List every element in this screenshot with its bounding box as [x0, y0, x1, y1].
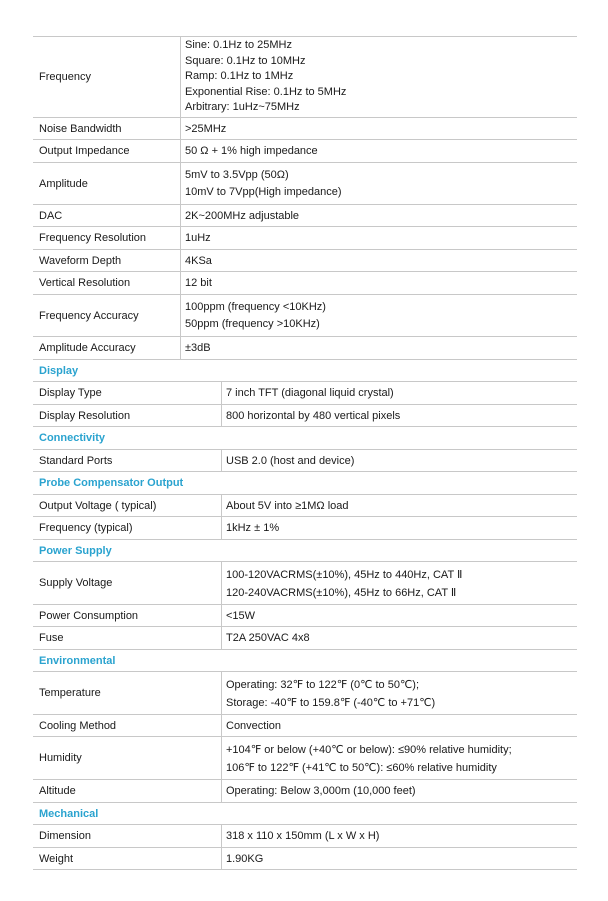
- spec-value-line: 7 inch TFT (diagonal liquid crystal): [226, 387, 394, 399]
- spec-label: Noise Bandwidth: [33, 118, 181, 139]
- spec-row-power-consumption: [33, 605, 577, 627]
- spec-value: [181, 163, 342, 204]
- spec-value: [181, 227, 211, 249]
- spec-row-probe-frequency: [33, 517, 577, 540]
- section-header-probe: Probe Compensator Output: [33, 472, 577, 495]
- spec-value: [181, 337, 211, 359]
- spec-label: Standard Ports: [33, 450, 222, 471]
- spec-row-dimension: [33, 825, 577, 848]
- spec-value: [222, 605, 255, 626]
- spec-row-amplitude-accuracy: [33, 337, 577, 360]
- spec-value-line: T2A 250VAC 4x8: [226, 632, 310, 644]
- spec-row-altitude: [33, 780, 577, 803]
- spec-row-display-type: [33, 382, 577, 405]
- spec-value-line: 100-120VACRMS(±10%), 45Hz to 440Hz, CAT Ⅱ: [226, 568, 463, 581]
- spec-value-line: 2K~200MHz adjustable: [185, 209, 300, 222]
- spec-row-waveform-depth: [33, 250, 577, 272]
- spec-value-line: 50ppm (frequency >10KHz): [185, 318, 320, 330]
- spec-row-frequency-resolution: [33, 227, 577, 250]
- spec-row-amplitude: [33, 163, 577, 205]
- section-header-mechanical: Mechanical: [33, 803, 577, 825]
- spec-row-dac: [33, 205, 577, 227]
- spec-row-humidity: [33, 737, 577, 780]
- spec-value-line: Convection: [226, 719, 282, 732]
- spec-label: Temperature: [33, 672, 222, 714]
- spec-value-line: Exponential Rise: 0.1Hz to 5MHz: [185, 85, 347, 98]
- spec-value-line: 12 bit: [185, 277, 212, 289]
- spec-label: Power Consumption: [33, 605, 222, 626]
- spec-row-weight: [33, 848, 577, 870]
- spec-label: Cooling Method: [33, 715, 222, 736]
- section-header-connectivity: Connectivity: [33, 427, 577, 450]
- spec-label: Frequency (typical): [33, 517, 222, 539]
- spec-value: [181, 250, 212, 271]
- spec-label: DAC: [33, 205, 181, 226]
- spec-value: [222, 715, 281, 736]
- spec-label: Amplitude Accuracy: [33, 337, 181, 359]
- section-header-display: Display: [33, 360, 577, 382]
- spec-value: [222, 562, 462, 604]
- spec-label: Frequency: [33, 37, 181, 117]
- spec-value-line: 106℉ to 122℉ (+41℃ to 50℃): ≤60% relative humidity: [226, 761, 497, 774]
- spec-value-line: 800 horizontal by 480 vertical pixels: [226, 409, 401, 422]
- spec-value: [222, 848, 263, 869]
- spec-label: Output Voltage ( typical): [33, 495, 222, 516]
- spec-label: Vertical Resolution: [33, 272, 181, 294]
- spec-value-line: 5mV to 3.5Vpp (50Ω): [185, 169, 289, 181]
- spec-value-line: Ramp: 0.1Hz to 1MHz: [185, 70, 294, 83]
- spec-row-standard-ports: [33, 450, 577, 472]
- spec-value-line: 10mV to 7Vpp(High impedance): [185, 186, 342, 198]
- spec-row-supply-voltage: [33, 562, 577, 605]
- spec-table: [33, 36, 577, 870]
- spec-value-line: 1kHz ± 1%: [226, 522, 280, 534]
- spec-value-line: 50 Ω + 1% high impedance: [185, 145, 318, 157]
- spec-value: [222, 780, 416, 802]
- spec-value-line: +104℉ or below (+40℃ or below): ≤90% relative humidity;: [226, 743, 512, 756]
- spec-value: [222, 672, 435, 714]
- spec-label: Display Resolution: [33, 405, 222, 426]
- spec-value: [181, 118, 226, 139]
- spec-row-frequency: [33, 36, 577, 118]
- spec-value: [222, 627, 310, 649]
- spec-row-display-resolution: [33, 405, 577, 427]
- spec-row-frequency-accuracy: [33, 295, 577, 337]
- spec-label: Amplitude: [33, 163, 181, 204]
- spec-label: Weight: [33, 848, 222, 869]
- spec-label: Altitude: [33, 780, 222, 802]
- spec-row-cooling-method: [33, 715, 577, 737]
- spec-label: Display Type: [33, 382, 222, 404]
- spec-value: [222, 450, 354, 471]
- spec-value-line: >25MHz: [185, 122, 227, 135]
- spec-label: Frequency Accuracy: [33, 295, 181, 336]
- spec-label: Humidity: [33, 737, 222, 779]
- spec-value-line: 1uHz: [185, 232, 211, 244]
- spec-value-line: 1.90KG: [226, 852, 264, 865]
- spec-value: [181, 37, 346, 117]
- spec-label: Dimension: [33, 825, 222, 847]
- spec-value-line: 100ppm (frequency <10KHz): [185, 301, 326, 313]
- spec-value-line: 120-240VACRMS(±10%), 45Hz to 66Hz, CAT Ⅱ: [226, 586, 457, 599]
- spec-row-output-voltage: [33, 495, 577, 517]
- spec-value: [181, 140, 318, 162]
- spec-value: [222, 825, 379, 847]
- spec-row-fuse: [33, 627, 577, 650]
- spec-value-line: USB 2.0 (host and device): [226, 454, 355, 467]
- spec-row-output-impedance: [33, 140, 577, 163]
- spec-value-line: About 5V into ≥1MΩ load: [226, 499, 349, 512]
- spec-value-line: Operating: 32℉ to 122℉ (0℃ to 50℃);: [226, 678, 420, 691]
- spec-value: [222, 382, 394, 404]
- spec-value-line: Arbitrary: 1uHz~75MHz: [185, 101, 300, 114]
- spec-value-line: Operating: Below 3,000m (10,000 feet): [226, 785, 416, 797]
- spec-value: [222, 405, 400, 426]
- spec-label: Fuse: [33, 627, 222, 649]
- spec-label: Frequency Resolution: [33, 227, 181, 249]
- spec-value-line: <15W: [226, 609, 256, 622]
- spec-label: Output Impedance: [33, 140, 181, 162]
- spec-value-line: 318 x 110 x 150mm (L x W x H): [226, 830, 380, 842]
- spec-value: [222, 737, 512, 779]
- spec-row-vertical-resolution: [33, 272, 577, 295]
- spec-value-line: Square: 0.1Hz to 10MHz: [185, 54, 306, 67]
- section-header-environmental: Environmental: [33, 650, 577, 672]
- spec-label: Waveform Depth: [33, 250, 181, 271]
- spec-row-temperature: [33, 672, 577, 715]
- spec-value-line: Sine: 0.1Hz to 25MHz: [185, 39, 292, 52]
- spec-value: [181, 272, 212, 294]
- spec-value-line: ±3dB: [185, 342, 211, 354]
- spec-label: Supply Voltage: [33, 562, 222, 604]
- spec-value-line: 4KSa: [185, 254, 212, 267]
- section-header-power: Power Supply: [33, 540, 577, 562]
- spec-row-noise-bandwidth: [33, 118, 577, 140]
- spec-value: [181, 205, 299, 226]
- spec-value: [222, 495, 349, 516]
- spec-value: [181, 295, 326, 336]
- spec-value-line: Storage: -40℉ to 159.8℉ (-40℃ to +71℃): [226, 696, 436, 709]
- spec-value: [222, 517, 279, 539]
